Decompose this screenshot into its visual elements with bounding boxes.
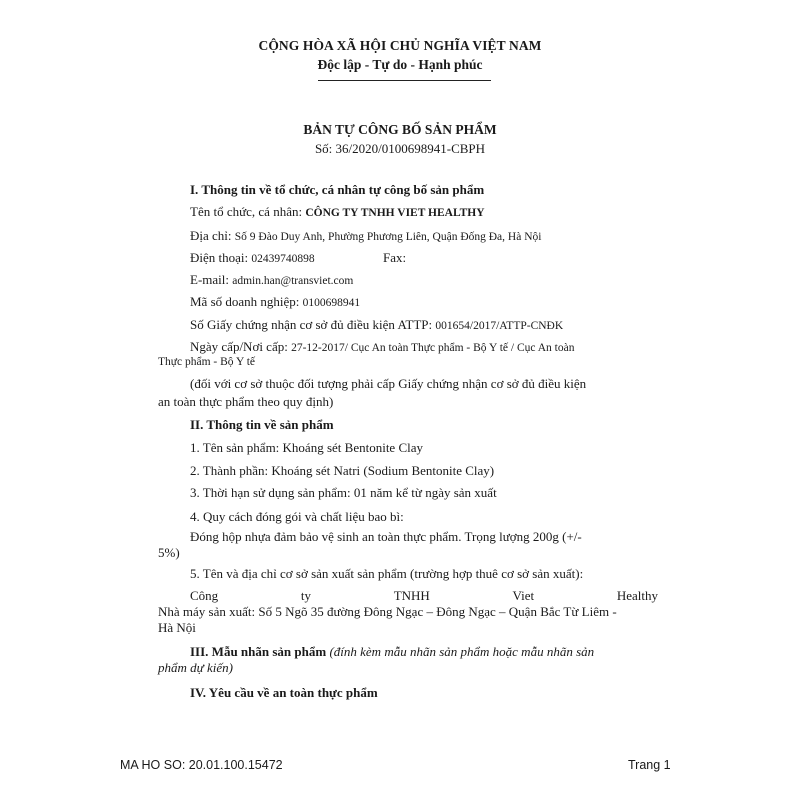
section-3-note-line-1: (đính kèm mẫu nhãn sản phẩm hoặc mẫu nhãn sản	[326, 644, 595, 659]
tax-code-row	[190, 294, 360, 311]
packaging-detail-line-2: 5%)	[158, 545, 180, 560]
phone-row	[190, 250, 315, 267]
section-1-heading: I. Thông tin về tổ chức, cá nhân tự công bố sản phẩm	[190, 182, 485, 197]
issue-label: Ngày cấp/Nơi cấp:	[190, 339, 292, 354]
fax-label: Fax:	[383, 250, 407, 265]
company-word: ty	[300, 588, 311, 603]
tax-code-value: 0100698941	[302, 297, 361, 309]
certificate-value: 001654/2017/ATTP-CNĐK	[435, 320, 564, 332]
email-value: admin.han@transviet.com	[232, 275, 354, 287]
note-line-1: (đối với cơ sở thuộc đối tượng phải cấp Giấy chứng nhận cơ sở đủ điều kiện	[190, 376, 587, 391]
email-row	[190, 272, 353, 289]
company-word: Công	[190, 588, 219, 603]
org-name-value: CÔNG TY TNHH VIET HEALTHY	[305, 207, 485, 219]
factory-line-2: Hà Nội	[158, 620, 196, 635]
section-2-heading: II. Thông tin về sản phẩm	[190, 417, 334, 432]
phone-label: Điện thoại:	[190, 250, 252, 265]
certificate-row	[190, 317, 563, 334]
manufacturer-company-row	[190, 588, 658, 604]
product-name-item: 1. Tên sản phẩm: Khoáng sét Bentonite Clay	[190, 440, 423, 455]
manufacturer-item: 5. Tên và địa chỉ cơ sở sản xuất sản phẩm (trường hợp thuê cơ sở sản xuất):	[190, 566, 584, 581]
page-number: Trang 1	[628, 758, 671, 772]
factory-line-1: Nhà máy sản xuất: Số 5 Ngõ 35 đường Đông Ngạc – Đông Ngạc – Quận Bắc Từ Liêm -	[158, 604, 617, 619]
org-name-row	[190, 204, 485, 221]
email-label: E-mail:	[190, 272, 233, 287]
certificate-label: Số Giấy chứng nhận cơ sở đủ điều kiện ATTP:	[190, 317, 436, 332]
packaging-detail-line-1: Đóng hộp nhựa đảm bảo vệ sinh an toàn thực phẩm. Trọng lượng 200g (+/-	[190, 529, 582, 544]
shelf-life-item: 3. Thời hạn sử dụng sản phẩm: 01 năm kể từ ngày sản xuất	[190, 485, 497, 500]
packaging-item: 4. Quy cách đóng gói và chất liệu bao bì:	[190, 509, 404, 524]
tax-code-label: Mã số doanh nghiệp:	[190, 294, 303, 309]
section-4-heading: IV. Yêu cầu về an toàn thực phẩm	[190, 685, 378, 700]
national-title: CỘNG HÒA XÃ HỘI CHỦ NGHĨA VIỆT NAM	[258, 38, 542, 53]
file-code: MA HO SO: 20.01.100.15472	[120, 758, 283, 772]
motto-underline	[318, 80, 491, 81]
org-name-label: Tên tổ chức, cá nhân:	[190, 204, 306, 219]
address-value: Số 9 Đào Duy Anh, Phường Phương Liên, Quận Đống Đa, Hà Nội	[234, 231, 542, 243]
document-title: BẢN TỰ CÔNG BỐ SẢN PHẨM	[303, 122, 497, 137]
company-word: TNHH	[393, 588, 430, 603]
section-3-heading: III. Mẫu nhãn sản phẩm	[190, 644, 327, 659]
company-word: Healthy	[616, 588, 658, 603]
section-3-note-line-2: phẩm dự kiến)	[158, 660, 233, 675]
section-3-row	[190, 644, 594, 660]
document-number: Số: 36/2020/0100698941-CBPH	[314, 141, 486, 156]
issue-value-line-1: 27-12-2017/ Cục An toàn Thực phẩm - Bộ Y tế / Cục An toàn	[291, 342, 575, 354]
issue-value-line-2: Thực phẩm - Bộ Y tế	[158, 356, 256, 368]
note-line-2: an toàn thực phẩm theo quy định)	[158, 394, 334, 409]
company-word: Viet	[512, 588, 535, 603]
phone-value: 02439740898	[251, 253, 315, 265]
ingredients-item: 2. Thành phần: Khoáng sét Natri (Sodium Bentonite Clay)	[190, 463, 495, 478]
national-motto: Độc lập - Tự do - Hạnh phúc	[317, 57, 483, 72]
address-row	[190, 228, 541, 245]
address-label: Địa chỉ:	[190, 228, 235, 243]
